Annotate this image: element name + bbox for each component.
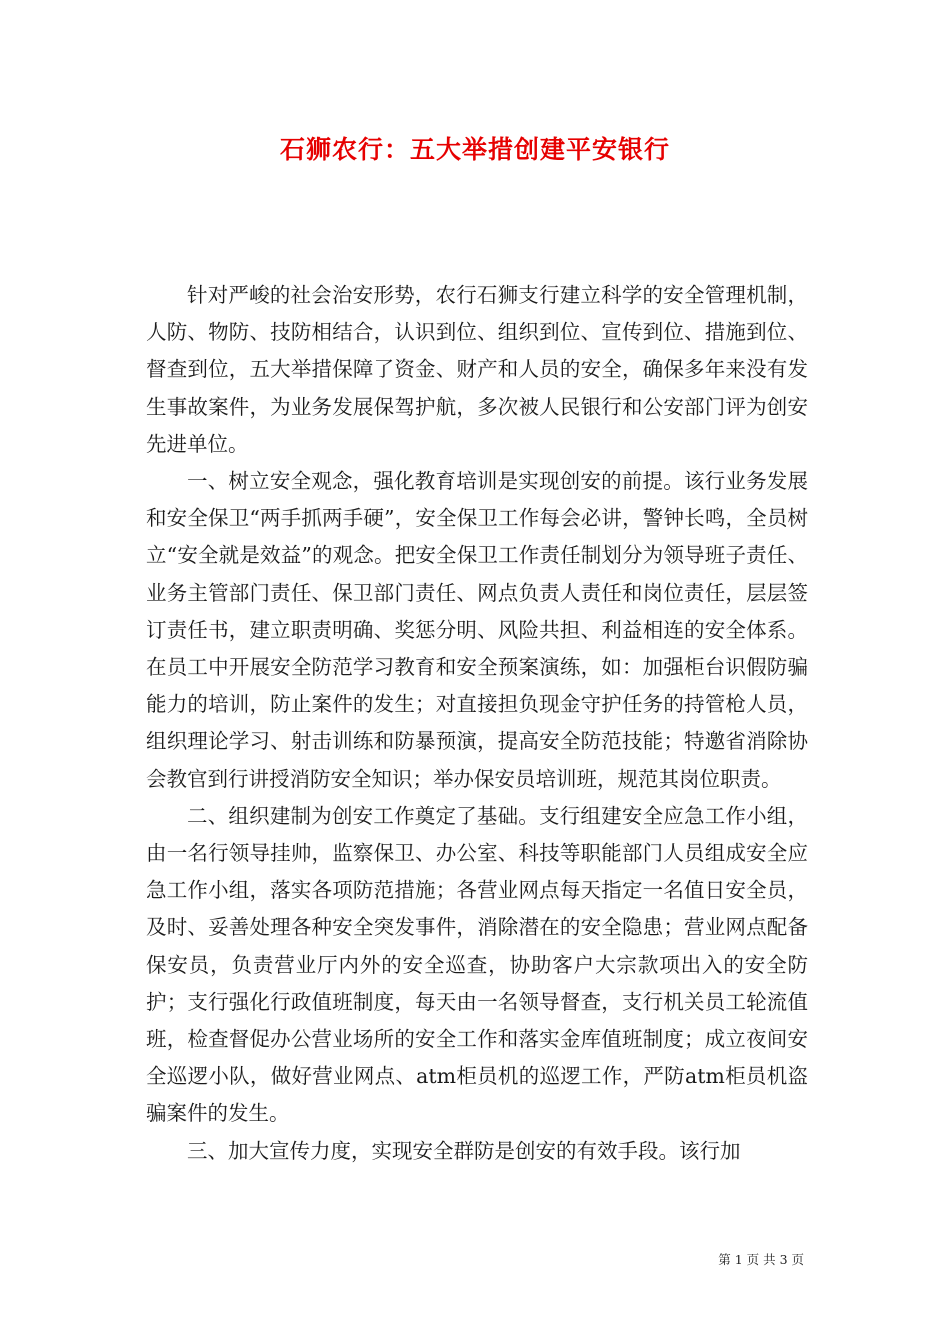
paragraph-intro: 针对严峻的社会治安形势，农行石狮支行建立科学的安全管理机制，人防、物防、技防相结合，认识到位、组织到位、宣传到位、措施到位、督查到位，五大举措保障了资金、财产和人员的安全，确保多年来没有发生事故案件，为业务发展保驾护航，多次被人民银行和公安部门评为创安先进单位。 <box>146 283 808 456</box>
paragraph-section-1: 一、树立安全观念，强化教育培训是实现创安的前提。该行业务发展和安全保卫“两手抓两手硬”，安全保卫工作每会必讲，警钟长鸣，全员树立“安全就是效益”的观念。把安全保卫工作责任制划分为领导班子责任、业务主管部门责任、保卫部门责任、网点负责人责任和岗位责任，层层签订责任书，建立职责明确、奖惩分明、风险共担、利益相连的安全体系。在员工中开展安全防范学习教育和安全预案演练，如：加强柜台识假防骗能力的培训，防止案件的发生；对直接担负现金守护任务的持管枪人员，组织理论学习、射击训练和防暴预演，提高安全防范技能；特邀省消除协会教官到行讲授消防安全知识；举办保安员培训班，规范其岗位职责。 <box>146 469 808 791</box>
page-number-footer: 第 1 页 共 3 页 <box>718 1252 804 1267</box>
paragraph-section-2: 二、组织建制为创安工作奠定了基础。支行组建安全应急工作小组，由一名行领导挂帅，监察保卫、办公室、科技等职能部门人员组成安全应急工作小组，落实各项防范措施；各营业网点每天指定一名值日安全员，及时、妥善处理各种安全突发事件，消除潜在的安全隐患；营业网点配备保安员，负责营业厅内外的安全巡查，协助客户大宗款项出入的安全防护；支行强化行政值班制度，每天由一名领导督查，支行机关员工轮流值班，检查督促办公营业场所的安全工作和落实金库值班制度；成立夜间安全巡逻小队，做好营业网点、atm柜员机的巡逻工作，严防atm柜员机盗骗案件的发生。 <box>146 803 808 1126</box>
document-body <box>146 277 808 1170</box>
document-title: 石狮农行：五大举措创建平安银行 <box>279 135 670 164</box>
paragraph-section-3: 三、加大宣传力度，实现安全群防是创安的有效手段。该行加 <box>187 1138 741 1163</box>
